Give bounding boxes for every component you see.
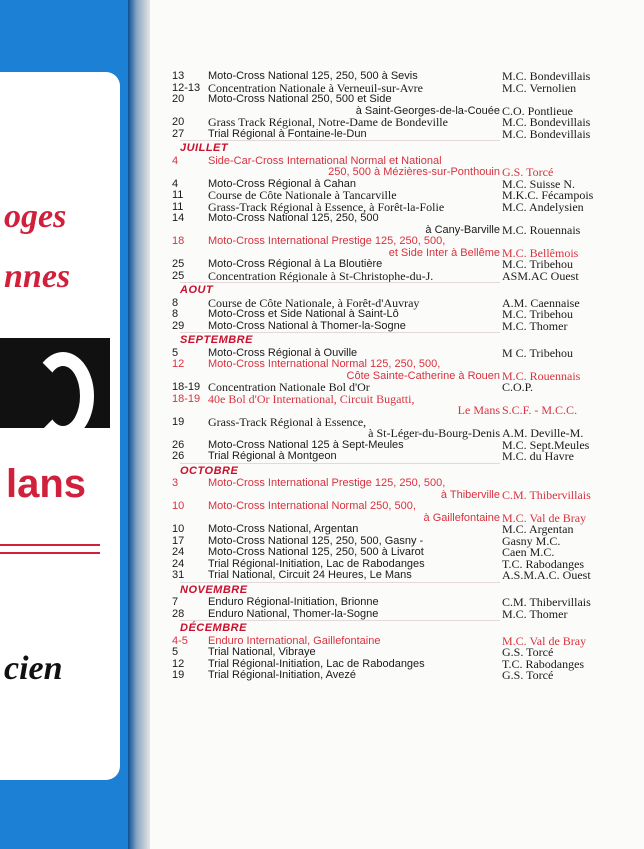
entry-date: 13	[172, 70, 185, 82]
entry-event: Côte Sainte-Catherine à Rouen	[346, 369, 500, 382]
entry-event: Trial National, Vibraye	[208, 646, 316, 658]
entry-organizer: G.S. Torcé	[502, 165, 554, 179]
section-divider	[180, 282, 500, 283]
entry-organizer: G.S. Torcé	[502, 645, 554, 659]
entry-organizer: M.C. Rouennais	[502, 368, 581, 383]
left-red-rule	[0, 552, 100, 554]
entry-event: Moto-Cross Régional à Ouville	[208, 346, 358, 359]
entry-event: à Cany-Barville	[425, 223, 500, 236]
calendar-entry	[150, 608, 644, 621]
entry-organizer: M.C. Andelysien	[502, 199, 584, 214]
entry-event: Grass-Track Régional à Essence, à Forêt-la-Folie	[208, 199, 445, 214]
entry-event: Grass-Track Régional à Essence,	[208, 414, 367, 429]
entry-organizer: Caen M.C.	[502, 545, 555, 559]
entry-event: 40e Bol d'Or International, Circuit Bugatti,	[208, 391, 415, 406]
entry-date: 19	[172, 669, 185, 681]
calendar-entry	[150, 320, 644, 333]
entry-date: 26	[172, 450, 185, 462]
entry-event: Enduro International, Gaillefontaine	[208, 634, 381, 647]
entry-date: 14	[172, 212, 185, 224]
entry-date: 5	[172, 646, 179, 658]
entry-organizer: T.C. Rabodanges	[502, 556, 585, 571]
entry-event: Moto-Cross National 125, 250, 500 à Livarot	[208, 546, 424, 558]
entry-organizer: C.O. Pontlieue	[502, 103, 573, 118]
entry-event: Moto-Cross National 125, 250, 500	[208, 212, 379, 224]
calendar-page	[150, 0, 644, 849]
entry-organizer: A.S.M.A.C. Ouest	[502, 568, 591, 582]
entry-date: 18-19	[172, 381, 201, 393]
calendar-entry	[150, 128, 644, 141]
entry-organizer: M.C. Val de Bray	[502, 510, 587, 525]
entry-date: 11	[172, 200, 184, 213]
entry-organizer: M.C. Thomer	[502, 606, 568, 621]
calendar-entry	[150, 669, 644, 682]
entry-organizer: M.C. Tribehou	[502, 307, 574, 321]
entry-event: Le Mans	[457, 403, 500, 417]
entry-event: Moto-Cross International Prestige 125, 250, 500,	[208, 477, 446, 489]
entry-event: à St-Léger-du-Bourg-Denis	[368, 426, 500, 440]
entry-event: Moto-Cross International Prestige 125, 250, 500,	[208, 235, 446, 247]
entry-date: 26	[172, 438, 185, 451]
entry-event: Trial Régional à Montgeon	[208, 450, 337, 462]
entry-event: Moto-Cross National 125, 250, 500 à Sevis	[208, 70, 418, 82]
entry-organizer: ASM.AC Ouest	[502, 268, 579, 283]
entry-date: 11	[172, 189, 184, 201]
entry-organizer: M.C. du Havre	[502, 449, 574, 463]
entry-date: 25	[172, 269, 185, 282]
entry-date: 5	[172, 346, 179, 359]
calendar-entry	[150, 270, 644, 283]
entry-date: 3	[172, 477, 179, 489]
entry-date: 25	[172, 258, 185, 270]
entry-event: à Gaillefontaine	[423, 511, 500, 524]
entry-event: Trial Régional-Initiation, Lac de Rabodanges	[208, 657, 425, 670]
entry-date: 27	[172, 127, 185, 140]
section-divider	[180, 140, 500, 141]
entry-event: Trial National, Circuit 24 Heures, Le Mans	[208, 569, 412, 581]
book-spine	[128, 0, 150, 849]
entry-date: 19	[172, 415, 185, 428]
entry-event: Moto-Cross National, Argentan	[208, 523, 359, 535]
calendar-entry	[150, 569, 644, 582]
entry-date: 20	[172, 93, 185, 105]
entry-date: 10	[172, 523, 185, 535]
section-divider	[180, 582, 500, 583]
entry-event: Moto-Cross National 250, 500 et Side	[208, 93, 392, 105]
entry-date: 24	[172, 557, 185, 570]
entry-organizer: A.M. Deville-M.	[502, 426, 584, 440]
month-heading: DÉCEMBRE	[180, 622, 247, 634]
entry-organizer: Gasny M.C.	[502, 533, 561, 548]
entry-organizer: C.O.P.	[502, 380, 534, 394]
entry-event: Course de Côte Nationale, à Forêt-d'Auvray	[208, 295, 420, 310]
month-heading: JUILLET	[180, 142, 229, 154]
entry-organizer: C.M. Thibervillais	[502, 487, 591, 502]
entry-event: Moto-Cross Régional à La Bloutière	[208, 258, 383, 270]
left-text-fragment: cien	[4, 650, 63, 687]
entry-organizer: G.S. Torcé	[502, 668, 554, 682]
left-text-fragment: nnes	[4, 258, 71, 295]
entry-organizer: A.M. Caennaise	[502, 295, 580, 310]
entry-date: 24	[172, 546, 185, 558]
entry-event: Moto-Cross National à Thomer-la-Sogne	[208, 319, 406, 332]
entry-date: 4	[172, 154, 179, 167]
entry-event: Moto-Cross International Normal 125, 250, 500,	[208, 358, 441, 370]
entry-organizer: M.C. Thomer	[502, 318, 568, 333]
entry-date: 8	[172, 308, 179, 320]
entry-organizer: M.C. Val de Bray	[502, 633, 587, 648]
entry-date: 28	[172, 607, 185, 620]
entry-date: 12-13	[172, 81, 201, 94]
entry-event: Enduro Régional-Initiation, Brionne	[208, 596, 379, 608]
left-black-logo-block	[0, 338, 110, 428]
entry-event: Enduro National, Thomer-la-Sogne	[208, 607, 379, 620]
entry-organizer: S.C.F. - M.C.C.	[502, 403, 578, 417]
entry-organizer: M.C. Sept.Meules	[502, 437, 590, 452]
entry-event: Concentration Nationale à Verneuil-sur-Avre	[208, 80, 423, 95]
entry-event: Moto-Cross National 125, 250, 500, Gasny -	[208, 534, 424, 547]
month-heading: NOVEMBRE	[180, 583, 248, 596]
entry-organizer: M.C. Suisse N.	[502, 176, 576, 191]
entry-event: Course de Côte Nationale à Tancarville	[208, 188, 397, 202]
entry-event: Side-Car-Cross International Normal et National	[208, 154, 442, 167]
entry-event: Trial Régional à Fontaine-le-Dun	[208, 127, 367, 140]
entry-date: 12	[172, 657, 185, 670]
entry-date: 4	[172, 177, 179, 190]
entry-organizer: M.C. Vernolien	[502, 80, 577, 95]
entry-organizer: M.C. Bondevillais	[502, 69, 591, 83]
entry-organizer: T.C. Rabodanges	[502, 656, 585, 671]
entry-date: 29	[172, 319, 185, 332]
entry-event: Moto-Cross National 125 à Sept-Meules	[208, 438, 404, 451]
entry-event: 250, 500 à Mézières-sur-Ponthouin	[328, 166, 500, 178]
entry-event: Grass Track Régional, Notre-Dame de Bondeville	[208, 115, 448, 129]
entry-event: Trial Régional-Initiation, Avezé	[208, 669, 356, 681]
entry-event: Concentration Régionale à St-Christophe-du-J.	[208, 268, 434, 283]
entry-event: Moto-Cross Régional à Cahan	[208, 177, 356, 190]
left-text-fragment: lans	[6, 462, 87, 506]
entry-event: et Side Inter à Bellême	[388, 246, 500, 259]
entry-event: Moto-Cross et Side National à Saint-Lô	[208, 308, 399, 320]
entry-date: 10	[172, 500, 185, 512]
month-heading: OCTOBRE	[180, 464, 239, 477]
entry-event: à Saint-Georges-de-la-Couée	[355, 104, 500, 117]
month-heading: AOUT	[180, 284, 214, 296]
entry-organizer: M.K.C. Fécampois	[502, 188, 594, 202]
left-red-rule	[0, 544, 100, 546]
section-divider	[180, 620, 500, 621]
entry-date: 18	[172, 235, 185, 247]
entry-event: Moto-Cross International Normal 250, 500,	[208, 500, 416, 512]
entry-date: 4-5	[172, 634, 188, 647]
entry-date: 31	[172, 569, 185, 581]
entry-organizer: M.C. Argentan	[502, 522, 574, 536]
entry-organizer: M.C. Tribehou	[502, 257, 574, 271]
entry-organizer: M.C. Bondevillais	[502, 126, 591, 141]
left-facing-page	[0, 0, 138, 849]
entry-date: 12	[172, 358, 185, 370]
entry-organizer: M C. Tribehou	[502, 345, 574, 360]
month-heading: SEPTEMBRE	[180, 334, 253, 346]
entry-event: à Thiberville	[440, 488, 500, 501]
calendar-entry	[150, 450, 644, 463]
entry-organizer: M.C. Bellêmois	[502, 245, 579, 260]
section-divider	[180, 332, 500, 333]
section-divider	[180, 463, 500, 464]
entry-event: Trial Régional-Initiation, Lac de Rabodanges	[208, 557, 425, 570]
entry-organizer: M.C. Bondevillais	[502, 115, 591, 129]
entry-date: 18-19	[172, 392, 201, 405]
entry-date: 8	[172, 296, 179, 309]
entry-date: 17	[172, 534, 185, 547]
left-text-fragment: oges	[4, 198, 67, 235]
entry-organizer: C.M. Thibervillais	[502, 595, 591, 609]
entry-date: 7	[172, 596, 179, 608]
entry-organizer: M.C. Rouennais	[502, 222, 581, 237]
entry-event: Concentration Nationale Bol d'Or	[208, 380, 370, 394]
entry-date: 20	[172, 116, 185, 128]
